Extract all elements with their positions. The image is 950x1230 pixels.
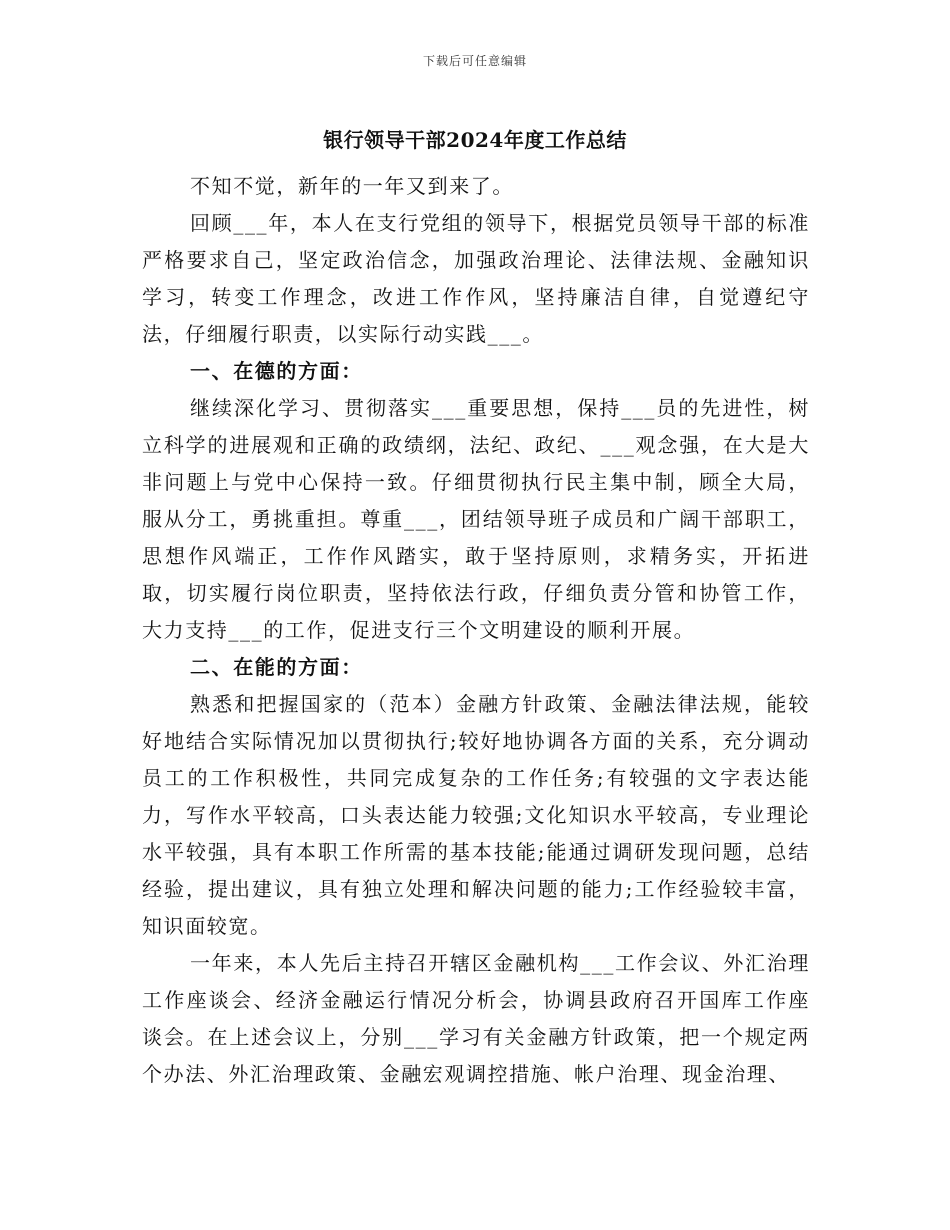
paragraph-meetings: 一年来，本人先后主持召开辖区金融机构___工作会议、外汇治理工作座谈会、经济金融运行情况分析会，协调县政府召开国库工作座谈会。在上述会议上，分别___学习有关金融方针政策，把一个规定两个办法、外汇治理政策、金融宏观调控措施、帐户治理、现金治理、: [142, 951, 810, 1086]
document-body: [142, 168, 810, 1093]
section-heading-ability: 二、在能的方面：: [190, 655, 363, 679]
paragraph-intro: 不知不觉，新年的一年又到来了。: [190, 174, 514, 198]
paragraph-review: 回顾___年，本人在支行党组的领导下，根据党员领导干部的标准严格要求自己，坚定政治信念，加强政治理论、法律法规、金融知识学习，转变工作理念，改进工作作风，坚持廉洁自律，自觉遵纪守法，仔细履行职责，以实际行动实践___。: [142, 211, 810, 346]
paragraph-ability: 熟悉和把握国家的（范本）金融方针政策、金融法律法规，能较好地结合实际情况加以贯彻执行;较好地协调各方面的关系，充分调动员工的工作积极性，共同完成复杂的工作任务;有较强的文字表达能力，写作水平较高，口头表达能力较强;文化知识水平较高，专业理论水平较强，具有本职工作所需的基本技能;能通过调研发现问题，总结经验，提出建议，具有独立处理和解决问题的能力;工作经验较丰富，知识面较宽。: [142, 692, 810, 938]
section-heading-morality: 一、在德的方面：: [190, 359, 363, 383]
paragraph-morality: 继续深化学习、贯彻落实___重要思想，保持___员的先进性，树立科学的进展观和正确的政绩纲，法纪、政纪、___观念强，在大是大非问题上与党中心保持一致。仔细贯彻执行民主集中制，顾全大局，服从分工，勇挑重担。尊重___，团结领导班子成员和广阔干部职工，思想作风端正，工作作风踏实，敢于坚持原则，求精务实，开拓进取，切实履行岗位职责，坚持依法行政，仔细负责分管和协管工作，大力支持___的工作，促进支行三个文明建设的顺利开展。: [142, 396, 810, 642]
document-title: 银行领导干部2024年度工作总结: [323, 128, 627, 152]
page-header-note: 下载后可任意编辑: [422, 54, 527, 68]
